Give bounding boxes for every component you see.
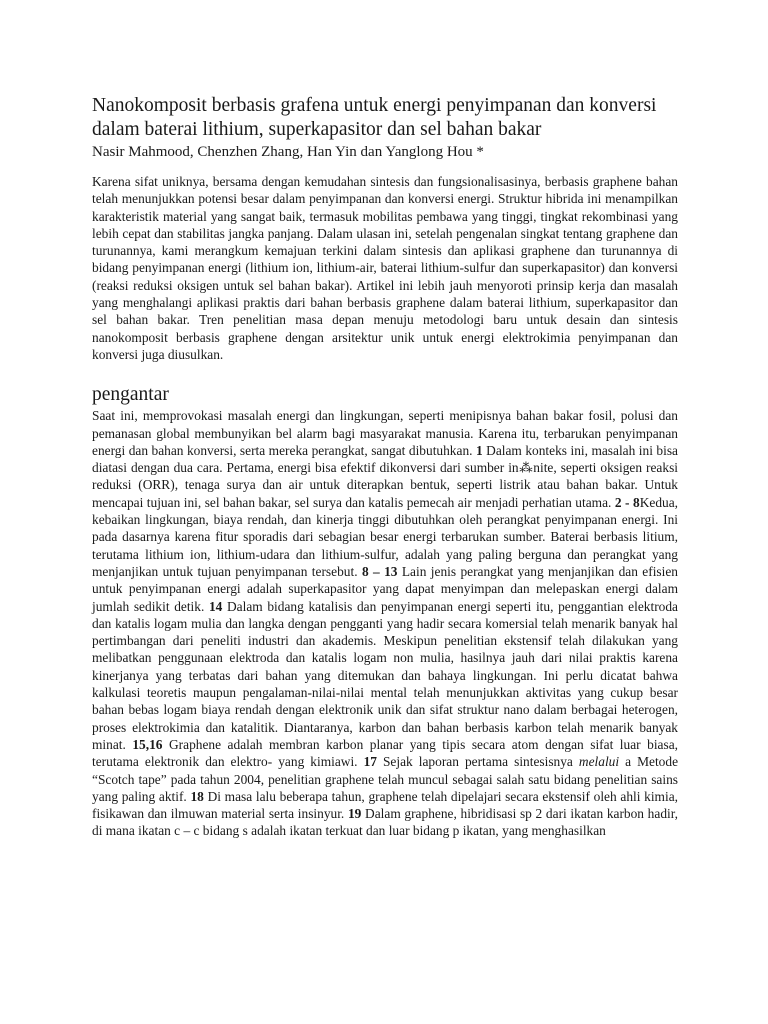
reference-number: 17 — [363, 754, 377, 770]
intro-text: Lain jenis perangkat yang menjanjikan dan efisien untuk penyimpanan energi adalah superkapasitor yang dapat menyimpan dan melepaskan energi dalam jumlah sedikit detik. — [92, 563, 678, 614]
intro-text: Saat ini, memprovokasi masalah energi dan lingkungan, seperti menipisnya bahan bakar fosil, polusi dan pemanasan global membunyikan bel alarm bagi masyarakat manusia. Karena itu, terbarukan penyimpanan energi dan bahan konversi, serta mereka perangkat, sangat dibutuhkan. — [92, 408, 678, 458]
reference-number: 1 — [475, 442, 483, 458]
intro-text: Sejak laporan pertama sintesisnya — [376, 754, 579, 770]
reference-number: 2 - 8 — [614, 494, 640, 510]
reference-number: 18 — [190, 788, 204, 804]
reference-number: 15,16 — [132, 736, 163, 752]
intro-text: Dalam graphene, hibridisasi sp 2 dari ikatan karbon hadir, di mana ikatan c – c bidang s adalah ikatan terkuat dan luar bidang p ikatan, yang menghasilkan — [92, 806, 679, 839]
intro-text: Graphene adalah membran karbon planar yang tipis secara atom dengan sifat luar biasa, terutama elektronik dan elektro- yang kimiawi. — [92, 736, 678, 770]
intro-text: Dalam konteks ini, masalah ini bisa diatasi dengan dua cara. Pertama, energi bisa efektif dikonversi dari sumber in⁂nite, seperti oksigen reaksi reduksi (ORR), tenaga surya dan air untuk diterapkan bentuk, seperti listrik atau bahan bakar. Untuk mencapai tujuan ini, sel bahan bakar, sel surya dan katalis pemecah air menjadi perhatian utama. — [92, 442, 678, 510]
italic-term: melalui — [578, 754, 620, 770]
reference-number: 14 — [208, 598, 223, 614]
abstract-paragraph: Karena sifat uniknya, bersama dengan kemudahan sintesis dan fungsionalisasinya, berbasis graphene bahan telah menunjukkan potensi besar dalam penyimpanan dan konversi energi. Struktur hibrida ini menampilkan karakteristik material yang sangat baik, termasuk mobilitas pembawa yang tinggi, tingkat rekombinasi yang lebih cepat dan stabilitas jangka panjang. Dalam ulasan ini, setelah pengenalan singkat tentang graphene dan turunannya, kami merangkum kemajuan terkini dalam sintesis dan aplikasi graphene dan turunannya di bidang penyimpanan energi (lithium ion, lithium-air, baterai lithium-sulfur dan superkapasitor) dan konversi (reaksi reduksi oksigen untuk sel bahan bakar). Artikel ini lebih jauh menyoroti prinsip kerja dan masalah yang menghalangi aplikasi praktis dari bahan berbasis graphene dalam baterai lithium, superkapasitor dan sel bahan bakar. Tren penelitian masa depan menuju metodologi baru untuk desain dan sintesis nanokomposit berbasis graphene dengan arsitektur unik untuk energi elektrokimia penyimpanan dan konversi juga diusulkan. — [92, 174, 678, 362]
reference-number: 8 – 13 — [361, 563, 398, 579]
section-heading: pengantar — [92, 384, 169, 406]
author-list: Nasir Mahmood, Chenzhen Zhang, Han Yin dan Yanglong Hou * — [92, 144, 484, 160]
reference-number: 19 — [347, 806, 362, 822]
document-page — [92, 94, 678, 840]
intro-paragraph — [92, 407, 678, 839]
intro-text: a Metode “Scotch tape” pada tahun 2004, penelitian graphene telah muncul sebagai salah satu bidang penelitian sains yang paling aktif. — [92, 754, 679, 804]
article-title: Nanokomposit berbasis grafena untuk energi penyimpanan dan konversi dalam baterai lithium, superkapasitor dan sel bahan bakar — [92, 95, 657, 140]
intro-text: Di masa lalu beberapa tahun, graphene telah dipelajari secara ekstensif oleh ahli kimia, fisikawan dan ilmuwan material serta insinyur. — [92, 788, 678, 822]
intro-text: Dalam bidang katalisis dan penyimpanan energi seperti itu, penggantian elektroda dan katalis logam mulia dan langka dengan pengganti yang hadir secara komersial telah menarik banyak hal pertimbangan dari peneliti industri dan akademis. Meskipun penelitian ekstensif telah dilakukan yang melibatkan penggunaan elektroda dan katalis logam non mulia, hasilnya jauh dari nilai praktis karena kinerjanya yang terbatas dari bahan yang ditemukan dan bahaya lingkungan. Ini perlu dicatat bahwa kalkulasi teoretis maupun pengalaman-nilai-nilai mental telah menunjukkan aktivitas yang cukup besar bahan bebas logam biaya rendah dengan elektronik unik dan sifat struktur nano dalam berbagai heterogen, proses elektrokimia dan katalitik. Diantaranya, karbon dan bahan berbasis karbon telah menarik banyak minat. — [92, 598, 678, 752]
intro-text: Kedua, kebaikan lingkungan, biaya rendah, dan kinerja tinggi dibutuhkan oleh perangkat penyimpanan energi. Ini pada dasarnya karena fitur sporadis dari sebagian besar energi terbarukan sumber. Baterai berbasis litium, terutama lithium ion, lithium-udara dan lithium-sulfur, adalah yang paling berguna dan perangkat yang menjanjikan untuk tujuan penyimpanan tersebut. — [92, 494, 678, 579]
